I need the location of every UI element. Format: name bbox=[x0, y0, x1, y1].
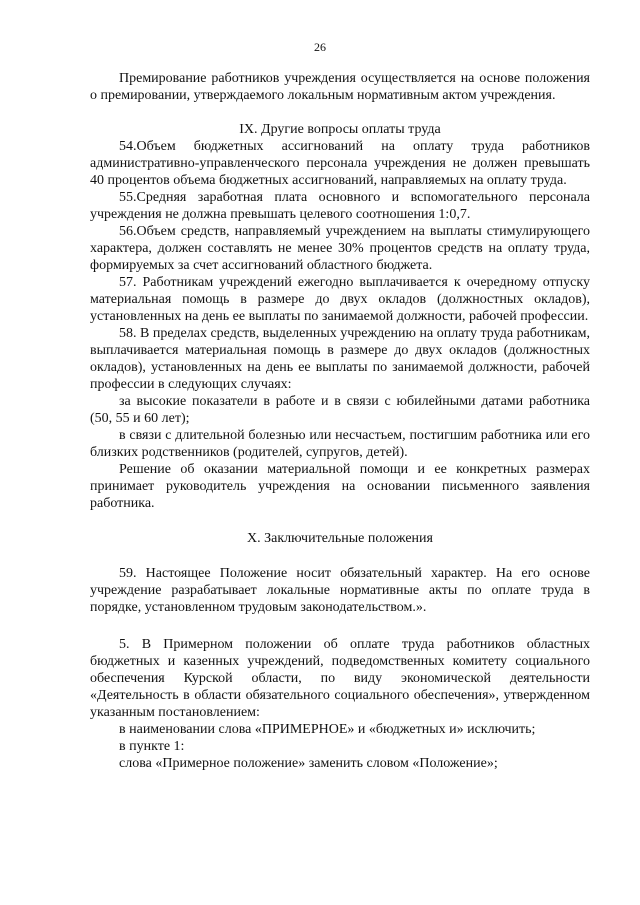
item-5-line-3: слова «Примерное положение» заменить словом «Положение»; bbox=[119, 756, 498, 771]
decision-paragraph: Решение об оказании материальной помощи и ее конкретных размерах принимает руководитель учреждения на основании письменного заявления работника. bbox=[90, 462, 590, 511]
spacer bbox=[90, 547, 590, 565]
spacer bbox=[90, 512, 590, 530]
spacer bbox=[90, 616, 590, 636]
paragraph-59: 59. Настоящее Положение носит обязательный характер. На его основе учреждение разрабатывает локальные нормативные акты по оплате труда в порядке, установленном трудовым законодательством.». bbox=[90, 566, 590, 615]
section-9-title: IX. Другие вопросы оплаты труда bbox=[239, 122, 441, 137]
item-5-paragraph: 5. В Примерном положении об оплате труда работников областных бюджетных и казенных учреждений, подведомственных комитету социального обеспечения Курской области, по виду экономической деятельности «Деятельность в области обязательного социального обеспечения», утвержденном указанным постановлением: bbox=[90, 637, 590, 720]
document-body bbox=[90, 70, 590, 772]
case-anniversary: за высокие показатели в работе и в связи с юбилейными датами работника (50, 55 и 60 лет); bbox=[90, 394, 590, 426]
spacer bbox=[90, 104, 590, 121]
paragraph-55: 55.Средняя заработная плата основного и вспомогательного персонала учреждения не должна превышать целевого соотношения 1:0,7. bbox=[90, 190, 590, 222]
case-illness: в связи с длительной болезнью или несчастьем, постигшим работника или его близких родственников (родителей, супругов, детей). bbox=[90, 428, 590, 460]
paragraph-57: 57. Работникам учреждений ежегодно выплачивается к очередному отпуску материальная помощь в размере до двух окладов (должностных окладов), установленных на день ее выплаты по занимаемой должности, рабочей профессии. bbox=[90, 275, 590, 324]
page-number: 26 bbox=[314, 40, 326, 54]
item-5-line-1: в наименовании слова «ПРИМЕРНОЕ» и «бюджетных и» исключить; bbox=[119, 722, 536, 737]
item-5-line-2: в пункте 1: bbox=[119, 739, 185, 754]
intro-paragraph: Премирование работников учреждения осуществляется на основе положения о премировании, утверждаемого локальным нормативным актом учреждения. bbox=[90, 71, 590, 103]
paragraph-58: 58. В пределах средств, выделенных учреждению на оплату труда работникам, выплачивается материальная помощь в размере до двух окладов (должностных окладов), установленных на день ее выплаты по занимаемой должности, рабочей профессии в следующих случаях: bbox=[90, 326, 590, 392]
section-10-title: X. Заключительные положения bbox=[247, 531, 433, 546]
paragraph-54: 54.Объем бюджетных ассигнований на оплату труда работников административно-управленческого персонала учреждения не должен превышать 40 процентов объема бюджетных ассигнований, направляемых на оплату труда. bbox=[90, 139, 590, 188]
paragraph-56: 56.Объем средств, направляемый учреждением на выплаты стимулирующего характера, должен составлять не менее 30% процентов средств на оплату труда, формируемых за счет ассигнований областного бюджета. bbox=[90, 224, 590, 273]
